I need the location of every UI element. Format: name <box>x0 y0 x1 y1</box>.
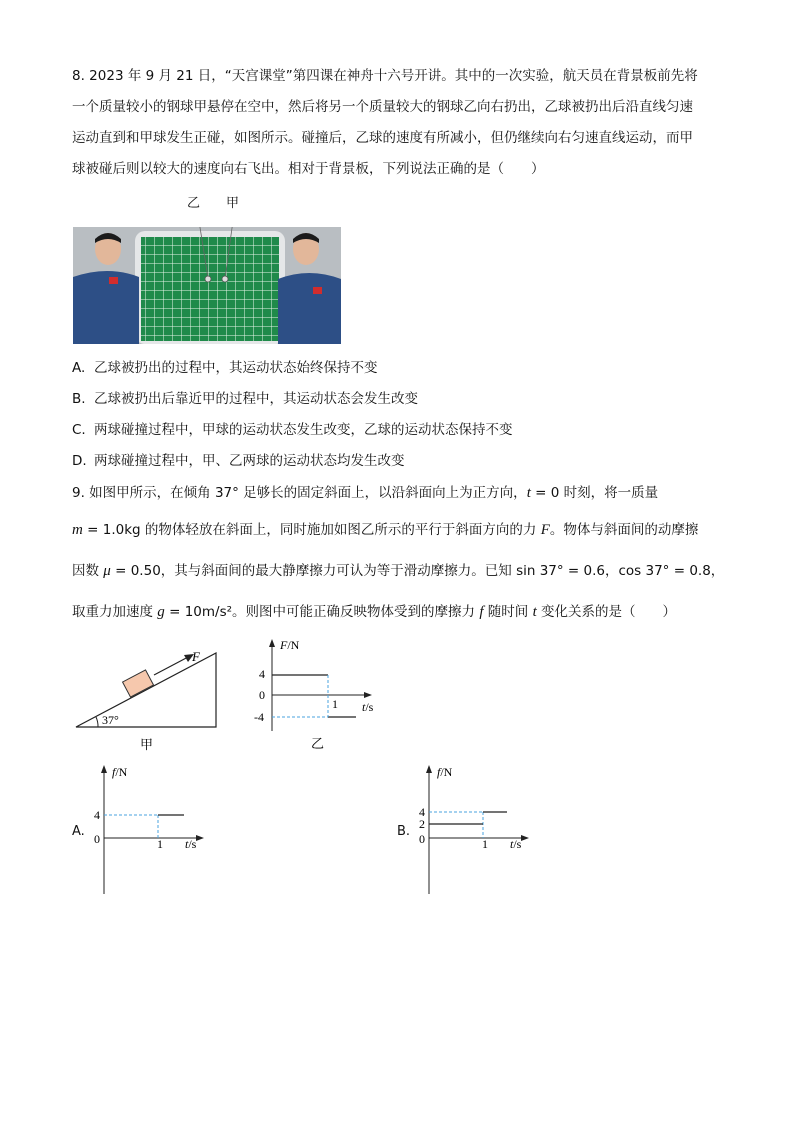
y-axis-arrow <box>101 765 107 773</box>
y-tick-0: 0 <box>94 832 100 846</box>
q9-line-2: m = 1.0kg 的物体轻放在斜面上，同时施加如图乙所示的平行于斜面方向的力 F。物体与斜面间的动摩擦 <box>72 522 699 538</box>
force-label: F <box>192 649 200 664</box>
q8-option-b[interactable] <box>72 389 418 409</box>
graph-option-b[interactable] <box>413 760 543 900</box>
x-tick-1: 1 <box>332 697 338 711</box>
x-axis-label: t/s <box>362 700 374 714</box>
photo-label-yi: 乙 <box>187 196 201 211</box>
y-axis-arrow <box>426 765 432 773</box>
option-letter: B. <box>72 391 86 407</box>
x-axis-arrow <box>196 835 204 841</box>
q8-option-d[interactable] <box>72 451 405 471</box>
y-axis-label: f/N <box>112 765 128 779</box>
photo-label-jia: 甲 <box>226 196 240 211</box>
graph-option-a-letter[interactable]: A. <box>72 824 85 839</box>
y-tick-4: 4 <box>259 667 265 681</box>
y-tick-2: 2 <box>419 817 425 831</box>
option-letter: C. <box>72 422 86 438</box>
y-tick-4: 4 <box>419 805 425 819</box>
q8-line-1: 8. 2023 年 9 月 21 日，“天宫课堂”第四课在神舟十六号开讲。其中的一次实验，航天员在背景板前先将 <box>72 68 698 84</box>
q9-line-1: 9. 如图甲所示，在倾角 37° 足够长的固定斜面上，以沿斜面向上为正方向，t = 0 时刻，将一质量 <box>72 485 659 501</box>
incline-triangle <box>76 653 216 727</box>
y-tick-neg4: -4 <box>254 710 264 724</box>
y-tick-0: 0 <box>259 688 265 702</box>
space-station-photo <box>73 227 341 344</box>
force-arrow <box>154 656 190 675</box>
incline-figure <box>70 645 230 755</box>
graph-option-b-letter[interactable]: B. <box>397 824 411 839</box>
x-axis-label: t/s <box>185 837 197 851</box>
option-letter: A. <box>72 360 86 376</box>
angle-label: 37° <box>102 713 119 727</box>
y-tick-4: 4 <box>94 808 100 822</box>
q8-option-a[interactable] <box>72 358 378 378</box>
option-text: 两球碰撞过程中，甲球的运动状态发生改变，乙球的运动状态保持不变 <box>94 422 513 438</box>
q8-line-2: 一个质量较小的钢球甲悬停在空中，然后将另一个质量较大的钢球乙向右扔出，乙球被扔出后沿直线匀速 <box>72 99 693 115</box>
force-graph <box>250 633 390 753</box>
q8-option-c[interactable] <box>72 420 513 440</box>
x-axis-arrow <box>364 692 372 698</box>
y-axis-arrow <box>269 639 275 647</box>
option-letter: D. <box>72 453 87 469</box>
q8-line-4: 球被碰后则以较大的速度向右飞出。相对于背景板，下列说法正确的是（ ） <box>72 161 545 177</box>
x-tick-1: 1 <box>482 837 488 851</box>
q9-line-3: 因数 μ = 0.50，其与斜面间的最大静摩擦力可认为等于滑动摩擦力。已知 sin 37° = 0.6，cos 37° = 0.8， <box>72 563 725 579</box>
incline-caption: 甲 <box>140 737 154 752</box>
graph-option-a[interactable] <box>88 760 218 900</box>
y-axis-label: f/N <box>437 765 453 779</box>
option-text: 两球碰撞过程中，甲、乙两球的运动状态均发生改变 <box>94 453 405 469</box>
x-axis-arrow <box>521 835 529 841</box>
option-text: 乙球被扔出的过程中，其运动状态始终保持不变 <box>94 360 378 376</box>
q8-line-3: 运动直到和甲球发生正碰，如图所示。碰撞后，乙球的速度有所减小，但仍继续向右匀速直线运动，而甲 <box>72 130 693 146</box>
option-text: 乙球被扔出后靠近甲的过程中，其运动状态会发生改变 <box>94 391 418 407</box>
angle-arc <box>96 717 98 727</box>
y-axis-label: F/N <box>280 638 300 652</box>
q9-line-4: 取重力加速度 g = 10m/s²。则图中可能正确反映物体受到的摩擦力 f 随时间 t 变化关系的是（ ） <box>72 604 677 620</box>
force-graph-caption: 乙 <box>311 736 325 751</box>
block <box>123 670 154 697</box>
x-axis-label: t/s <box>510 837 522 851</box>
x-tick-1: 1 <box>157 837 163 851</box>
y-tick-0: 0 <box>419 832 425 846</box>
